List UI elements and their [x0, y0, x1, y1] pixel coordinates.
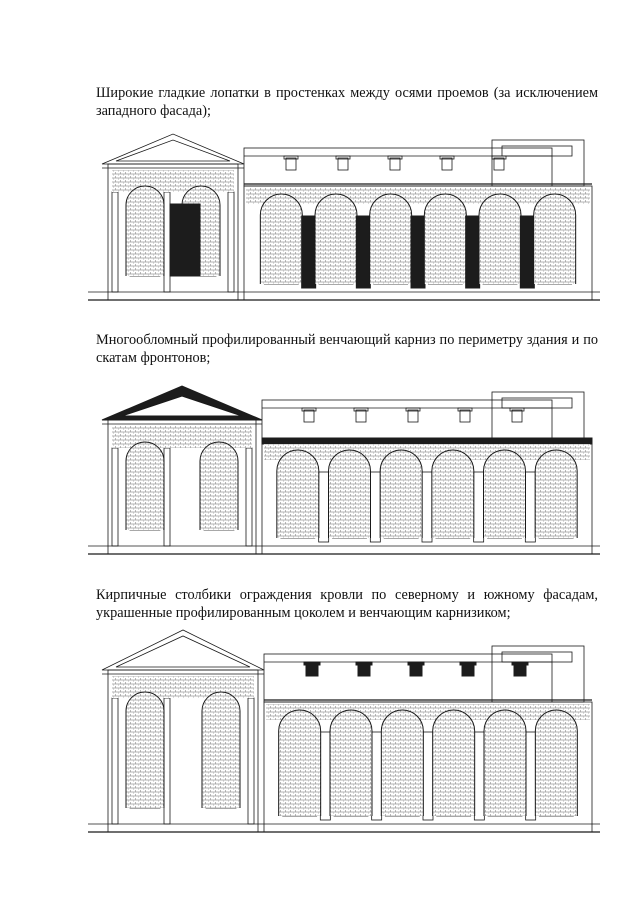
- pilaster-highlight: [302, 216, 316, 288]
- pier: [372, 732, 382, 820]
- pier: [474, 472, 484, 542]
- portico-pilaster: [164, 448, 170, 546]
- portico-pilaster: [112, 448, 118, 546]
- wing-window-surround: [424, 194, 466, 284]
- wing-window-surround: [479, 194, 521, 284]
- facade-drawing-pilasters: [88, 128, 600, 306]
- pier: [526, 732, 536, 820]
- portico-pilaster: [112, 192, 118, 292]
- wing-window-surround: [535, 710, 577, 816]
- portico-pilaster: [228, 192, 234, 292]
- attic-block: [492, 646, 584, 702]
- portico-pilaster: [164, 698, 170, 824]
- parapet-post-highlight: [306, 664, 318, 676]
- portico-window-surround: [126, 442, 164, 530]
- wing-window-surround: [277, 450, 319, 538]
- parapet-post: [408, 410, 418, 422]
- portico-pilaster: [246, 448, 252, 546]
- wing-window-surround: [535, 450, 577, 538]
- pier: [474, 732, 484, 820]
- pier: [423, 732, 433, 820]
- wing-window-surround: [370, 194, 412, 284]
- portico-window-surround: [126, 186, 164, 276]
- wing-window-surround: [484, 450, 526, 538]
- parapet-post: [286, 158, 296, 170]
- pilaster-highlight: [170, 204, 200, 276]
- parapet-post-highlight: [358, 664, 370, 676]
- wing-window-surround: [315, 194, 357, 284]
- parapet-post: [442, 158, 452, 170]
- portico-brick-band: [112, 676, 254, 698]
- wing-window-surround: [484, 710, 526, 816]
- portico-brick-band: [112, 170, 234, 192]
- parapet-post: [512, 410, 522, 422]
- attic: [244, 148, 552, 186]
- parapet-post: [338, 158, 348, 170]
- pediment: [102, 134, 244, 164]
- wing-window-surround: [279, 710, 321, 816]
- pier: [370, 472, 380, 542]
- attic: [264, 654, 552, 702]
- wing-window-surround: [381, 710, 423, 816]
- wing-window-surround: [432, 450, 474, 538]
- portico-window-surround: [126, 692, 164, 808]
- pier: [320, 732, 330, 820]
- pilaster-highlight: [356, 216, 370, 288]
- attic-block: [492, 392, 584, 442]
- pediment-tympanum: [116, 636, 250, 667]
- wing-cornice-highlight: [262, 438, 592, 444]
- facade-drawing-cornice: [88, 378, 600, 560]
- portico-window-surround: [200, 442, 238, 530]
- parapet-post: [494, 158, 504, 170]
- portico-window-surround: [202, 692, 240, 808]
- portico-pilaster: [164, 192, 170, 292]
- pier: [422, 472, 432, 542]
- parapet-post: [390, 158, 400, 170]
- portico-brick-band: [112, 426, 252, 448]
- parapet-post-highlight: [514, 664, 526, 676]
- facade-drawing-parapet-posts: [88, 626, 600, 838]
- pier: [319, 472, 329, 542]
- parapet-post: [356, 410, 366, 422]
- pilaster-highlight: [411, 216, 425, 288]
- wing-window-surround: [534, 194, 576, 284]
- wing-window-surround: [329, 450, 371, 538]
- pier: [525, 472, 535, 542]
- parapet-post-highlight: [410, 664, 422, 676]
- parapet-post-highlight: [462, 664, 474, 676]
- paragraph-cornice: Многообломный профилированный венчающий карниз по периметру здания и по скатам фронтонов;: [96, 332, 598, 366]
- wing-window-surround: [330, 710, 372, 816]
- wing-window-surround: [380, 450, 422, 538]
- wing-window-surround: [433, 710, 475, 816]
- attic: [262, 400, 552, 442]
- wing-window-surround: [260, 194, 302, 284]
- pilaster-highlight: [466, 216, 480, 288]
- parapet-post: [460, 410, 470, 422]
- pilaster-highlight: [520, 216, 534, 288]
- paragraph-parapet-posts: Кирпичные столбики ограждения кровли по северному и южному фасадам, украшенные профилированным цоколем и венчающим карнизиком;: [96, 587, 598, 621]
- portico-pilaster: [248, 698, 254, 824]
- portico-pilaster: [112, 698, 118, 824]
- parapet-post: [304, 410, 314, 422]
- attic-block: [492, 140, 584, 186]
- paragraph-pilasters: Широкие гладкие лопатки в простенках между осями проемов (за исключением западного фасада);: [96, 85, 598, 119]
